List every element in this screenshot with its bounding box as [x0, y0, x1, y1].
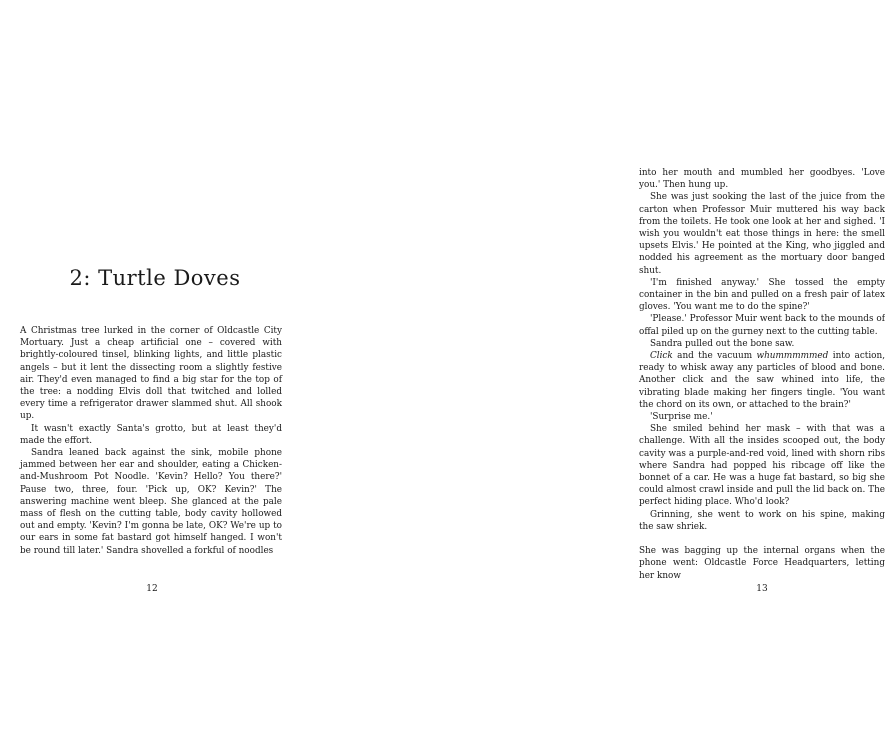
- italic-word: Click: [650, 351, 673, 362]
- paragraph: Sandra leaned back against the sink, mobile phone jammed between her ear and shoulder, eating a Chicken-and-Mushroom Pot Noodle. 'Kevin? Hello? You there?' Pause two, three, four. 'Pick up, OK? Kevin?' The answering machine went bleep. She glanced at the pale mass of flesh on the cutting table, body cavity hollowed out and empty. 'Kevin? I'm gonna be late, OK? We're up to our ears in some fat bastard got himself hanged. I won't be round till later.' Sandra shovelled a forkful of noodles: [20, 448, 282, 556]
- paragraph: [639, 350, 885, 411]
- page-number: 12: [146, 584, 158, 594]
- paragraph: She was just sooking the last of the juice from the carton when Professor Muir muttered his way back from the toilets. He took one look at her and sighed. 'I wish you wouldn't eat those things in here: the smell upsets Elvis.' He pointed at the King, who jiggled and nodded his agreement as the mortuary door banged shut.: [639, 192, 885, 276]
- text-run: into action, ready to whisk away any particles of blood and bone. Another click and the saw whined into life, the vibrating blade making her fingers tingle. 'You want the chord on its own, or attached to the brain?': [639, 351, 885, 410]
- text-run: and the vacuum: [672, 351, 757, 362]
- paragraph: Sandra pulled out the bone saw.: [650, 338, 795, 349]
- paragraph: into her mouth and mumbled her goodbyes. 'Love you.' Then hung up.: [639, 168, 885, 191]
- left-page: [0, 0, 300, 750]
- right-page: [300, 0, 885, 750]
- right-body-text: [639, 167, 885, 582]
- paragraph: A Christmas tree lurked in the corner of Oldcastle City Mortuary. Just a cheap artificial one – covered with brightly-coloured tinsel, blinking lights, and little plastic angels – but it lent the dissecting room a slightly festive air. They'd even managed to find a big star for the top of the tree: a nodding Elvis doll that twitched and lolled every time a refrigerator drawer slammed shut. All shook up.: [20, 326, 282, 422]
- paragraph: 'Surprise me.': [650, 412, 713, 423]
- paragraph: She smiled behind her mask – with that was a challenge. With all the insides scooped out, the body cavity was a purple-and-red void, lined with shorn ribs where Sandra had popped his ribcage off like the bonnet of a car. He was a huge fat bastard, so big she could almost crawl inside and pull the lid back on. The perfect hiding place. Who'd look?: [639, 424, 885, 508]
- paragraph: She was bagging up the internal organs when the phone went: Oldcastle Force Headquarters, letting her know: [639, 546, 885, 581]
- paragraph: It wasn't exactly Santa's grotto, but at least they'd made the effort.: [20, 423, 282, 446]
- paragraph: 'I'm finished anyway.' She tossed the empty container in the bin and pulled on a fresh pair of latex gloves. 'You want me to do the spine?': [639, 277, 885, 313]
- paragraph: 'Please.' Professor Muir went back to the mounds of offal piled up on the gurney next to the cutting table.: [639, 314, 885, 337]
- italic-word: whummmmmed: [756, 351, 829, 362]
- page-number: 13: [756, 584, 768, 594]
- chapter-title: 2: Turtle Doves: [69, 266, 241, 290]
- left-body-text: [20, 325, 282, 557]
- paragraph: Grinning, she went to work on his spine, making the saw shriek.: [639, 509, 885, 532]
